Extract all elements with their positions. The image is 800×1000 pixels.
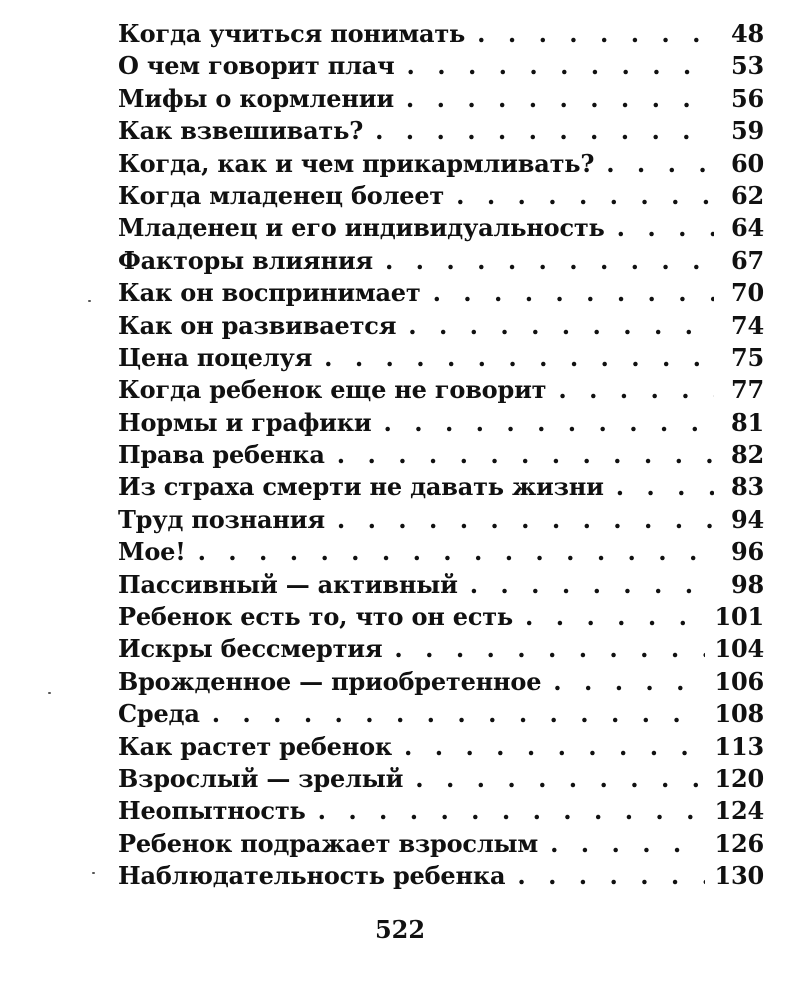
dot-leader (408, 310, 714, 342)
dot-leader (477, 18, 714, 50)
toc-entry-title: Взрослый — зрелый (118, 763, 404, 793)
toc-entry-title: Как растет ребенок (118, 731, 393, 761)
toc-entry-page: 75 (731, 342, 764, 372)
toc-entry (118, 18, 764, 50)
toc-entry-title: Ребенок подражает взрослым (118, 828, 539, 858)
dot-leader (456, 180, 714, 212)
toc-entry-page: 124 (714, 796, 764, 826)
toc-entry-page: 53 (731, 51, 764, 81)
dot-leader (406, 83, 714, 115)
toc-entry (118, 277, 764, 309)
toc-entry (118, 180, 764, 212)
toc-entry-page: 101 (714, 602, 764, 632)
toc-entry-page: 104 (714, 634, 764, 664)
toc-entry-title: Права ребенка (118, 440, 325, 470)
toc-entry (118, 245, 764, 277)
page-number: 522 (374, 915, 426, 944)
toc-entry-page: 64 (731, 213, 764, 243)
toc-entry-page: 77 (731, 375, 764, 405)
toc-entry (118, 50, 764, 82)
toc-entry (118, 342, 764, 374)
dot-leader (318, 795, 705, 827)
toc-entry-page: 67 (731, 245, 764, 275)
toc-entry (118, 83, 764, 115)
toc-entry-page: 56 (731, 83, 764, 113)
toc-entry-page: 59 (731, 116, 764, 146)
toc-entry (118, 407, 764, 439)
toc-entry-title: Мифы о кормлении (118, 83, 394, 113)
dot-leader (324, 342, 714, 374)
toc-entry-page: 120 (714, 763, 764, 793)
toc-entry (118, 763, 764, 795)
toc-entry-title: Из страха смерти не давать жизни (118, 472, 604, 502)
dot-leader (407, 50, 714, 82)
toc-entry-page: 106 (714, 666, 764, 696)
toc-entry-page: 98 (731, 569, 764, 599)
toc-entry-page: 81 (731, 407, 764, 437)
toc-entry (118, 148, 764, 180)
dot-leader (415, 763, 704, 795)
dot-leader (433, 277, 714, 309)
toc-entry-title: Как взвешивать? (118, 116, 364, 146)
toc-entry (118, 633, 764, 665)
toc-entry-title: О чем говорит плач (118, 51, 395, 81)
toc-entry (118, 828, 764, 860)
scan-speck (48, 692, 51, 694)
toc-entry-title: Среда (118, 699, 200, 729)
toc-entry (118, 795, 764, 827)
toc-entry-title: Нормы и графики (118, 407, 372, 437)
toc-entry-title: Младенец и его индивидуальность (118, 213, 605, 243)
toc-entry-title: Наблюдательность ребенка (118, 861, 506, 891)
dot-leader (337, 504, 714, 536)
toc-entry-title: Неопытность (118, 796, 306, 826)
dot-leader (198, 536, 714, 568)
dot-leader (394, 633, 704, 665)
toc-entry-title: Как он воспринимает (118, 278, 421, 308)
toc-entry-title: Пассивный — активный (118, 569, 458, 599)
toc-entry-page: 83 (731, 472, 764, 502)
toc-entry-title: Искры бессмертия (118, 634, 383, 664)
toc-entry-page: 108 (714, 699, 764, 729)
dot-leader (404, 731, 704, 763)
toc-entry (118, 471, 764, 503)
toc-entry-title: Когда ребенок еще не говорит (118, 375, 547, 405)
toc-entry-page: 126 (714, 828, 764, 858)
dot-leader (375, 115, 714, 147)
toc-entry-title: Мое! (118, 537, 186, 567)
toc-entry-page: 113 (714, 731, 764, 761)
toc-entry (118, 536, 764, 568)
toc-entry-title: Врожденное — приобретенное (118, 666, 542, 696)
toc-entry-title: Когда младенец болеет (118, 180, 445, 210)
dot-leader (384, 407, 714, 439)
toc-entry (118, 601, 764, 633)
dot-leader (606, 148, 714, 180)
toc-entry (118, 731, 764, 763)
toc-entry-page: 70 (731, 278, 764, 308)
dot-leader (558, 374, 714, 406)
scan-speck (88, 300, 91, 302)
toc-entry-page: 62 (731, 180, 764, 210)
toc-entry-title: Когда, как и чем прикармливать? (118, 148, 595, 178)
dot-leader (617, 212, 714, 244)
dot-leader (517, 860, 704, 892)
table-of-contents (118, 18, 764, 893)
toc-entry-title: Факторы влияния (118, 245, 373, 275)
toc-entry-title: Ребенок есть то, что он есть (118, 602, 514, 632)
toc-entry (118, 698, 764, 730)
toc-entry (118, 504, 764, 536)
toc-entry-page: 82 (731, 440, 764, 470)
toc-entry (118, 666, 764, 698)
toc-entry (118, 115, 764, 147)
toc-entry (118, 310, 764, 342)
dot-leader (212, 698, 705, 730)
scan-speck (92, 872, 95, 874)
dot-leader (470, 569, 714, 601)
toc-entry-title: Труд познания (118, 504, 325, 534)
dot-leader (337, 439, 714, 471)
toc-entry-page: 48 (731, 19, 764, 48)
toc-entry-page: 74 (731, 310, 764, 340)
toc-entry (118, 439, 764, 471)
toc-entry (118, 860, 764, 892)
toc-entry-page: 94 (731, 504, 764, 534)
toc-entry-page: 96 (731, 537, 764, 567)
dot-leader (385, 245, 714, 277)
toc-entry (118, 569, 764, 601)
toc-entry (118, 374, 764, 406)
toc-entry-page: 130 (714, 861, 764, 891)
dot-leader (553, 666, 704, 698)
dot-leader (550, 828, 704, 860)
toc-entry-title: Цена поцелуя (118, 342, 313, 372)
toc-entry-title: Как он развивается (118, 310, 397, 340)
dot-leader (525, 601, 704, 633)
dot-leader (616, 471, 714, 503)
toc-entry-title: Когда учиться понимать (118, 19, 466, 48)
toc-entry-page: 60 (731, 148, 764, 178)
toc-entry (118, 212, 764, 244)
